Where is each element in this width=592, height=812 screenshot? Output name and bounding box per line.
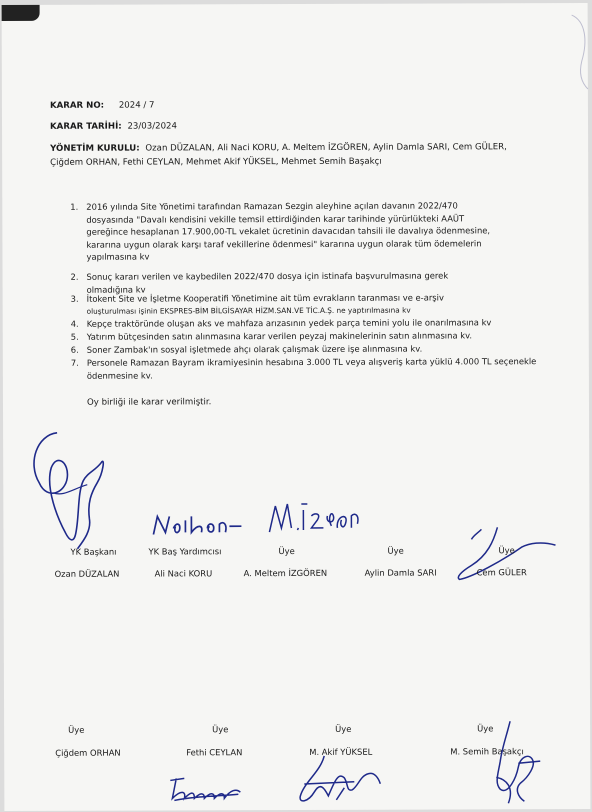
item-line: ödenmesine kv. (86, 369, 153, 381)
item-line: olmadığına kv (86, 284, 146, 295)
role-label: Üye (212, 724, 229, 735)
document-page (2, 3, 591, 811)
signatory-name: Fethi CEYLAN (186, 747, 243, 758)
karar-no-line (50, 100, 155, 110)
role-label: Üye (278, 546, 295, 557)
item-line: gereğince hesaplanan 17.900,00-TL vekalet ücretinin davacıdan tahsili ile davalıya ödenmesine, (86, 225, 491, 237)
item-line: yapılmasına kv (86, 251, 150, 262)
karar-no-value: 2024 / 7 (118, 100, 155, 111)
karar-tarihi-line (50, 121, 177, 131)
role-label: Üye (477, 723, 494, 734)
yonetim-kurulu-line1 (50, 142, 507, 154)
item-line: Kepçe traktöründe oluşan aks ve mahfaza arızasının yedek parça temini yolu ile onarılmasına kv (86, 317, 492, 329)
signature-ozan-duzalan (17, 423, 127, 563)
role-label: Üye (498, 545, 515, 556)
karar-tarihi-value: 23/03/2024 (127, 121, 178, 132)
item-number: 3. (70, 293, 79, 304)
item-number: 5. (70, 331, 79, 342)
item-line: Sonuç kararı verilen ve kaybedilen 2022/470 dosya için istinafa başvurulmasına gerek (86, 270, 449, 282)
yonetim-kurulu-members-1: Ozan DÜZALAN, Ali Naci KORU, A. Meltem İZGÖREN, Aylin Damla SARI, Cem GÜLER, (145, 142, 507, 154)
signature-ali-naci-koru (149, 510, 244, 540)
signature-fethi-ceylan (164, 770, 244, 804)
signatory-name: Ozan DÜZALAN (54, 568, 120, 579)
signatory-name: A. Meltem İZGÖREN (243, 567, 328, 579)
item-line: 2016 yılında Site Yönetimi tarafından Ramazan Sezgin aleyhine açılan davanın 2022/470 (86, 200, 458, 212)
karar-no-label: KARAR NO: (49, 100, 105, 111)
item-line: oluşturulması işinin EKSPRES-BİM BİLGİSAYAR HİZM.SAN.VE TİC.A.Ş. ne yaptırılmasına kv (86, 305, 411, 316)
yonetim-kurulu-members-2: Çiğdem ORHAN, Fethi CEYLAN, Mehmet Akif YÜKSEL, Mehmet Semih Başakçı (50, 156, 382, 168)
faded-stamp (568, 11, 590, 91)
item-line: dosyasında "Davalı kendisini vekille temsil ettirdiğinden karar tarihinde yürürlükteki AAÜT (86, 212, 465, 225)
closing-statement: Oy birliği ile karar verilmiştir. (86, 397, 212, 408)
signatory-name: M. Semih Başakçı (450, 746, 524, 757)
scan-corner-shadow (2, 5, 40, 21)
item-number: 6. (70, 344, 79, 355)
item-line: İtokent Site ve İşletme Kooperatifi Yönetimine ait tüm evrakların taranması ve e-arşiv (86, 292, 444, 304)
item-line: Personele Ramazan Bayram ikramiyesinin hesabına 3.000 TL veya alışveriş karta yüklü 4.000 TL seçenekle (86, 356, 537, 368)
yonetim-kurulu-label: YÖNETİM KURULU: (50, 143, 140, 154)
signature-akif-yuksel (294, 752, 384, 808)
role-label: Üye (387, 545, 404, 556)
item-number: 2. (70, 271, 79, 282)
item-line: Yatırım bütçesinden satın alınmasına karar verilen peyzaj makinelerinin satın alınmasına kv. (86, 330, 473, 342)
role-label: Üye (68, 724, 85, 735)
role-label: YK Başkanı (70, 546, 117, 557)
signatory-name: Ali Naci KORU (154, 568, 213, 579)
role-label: YK Baş Yardımcısı (148, 546, 222, 557)
signatory-name: Çiğdem ORHAN (55, 747, 121, 758)
signature-meltem-izgoren (265, 498, 365, 538)
karar-tarihi-label: KARAR TARİHİ: (50, 121, 122, 132)
signatory-name: M. Akif YÜKSEL (309, 746, 373, 757)
item-number: 1. (70, 201, 79, 212)
item-line: kararına uygun olarak karşı taraf vekillerine ödenmesi" kararına uygun olarak tüm ödemelerin (86, 237, 482, 250)
item-line: Soner Zambak'ın sosyal işletmede ahçı olarak çalışmak üzere işe alınmasına kv. (86, 343, 423, 355)
signatory-name: Aylin Damla SARI (364, 567, 437, 578)
item-number: 4. (70, 318, 79, 329)
role-label: Üye (335, 723, 352, 734)
signature-semih-basakci (488, 717, 548, 809)
signatory-name: Cem GÜLER (476, 567, 527, 578)
item-number: 7. (70, 357, 79, 368)
